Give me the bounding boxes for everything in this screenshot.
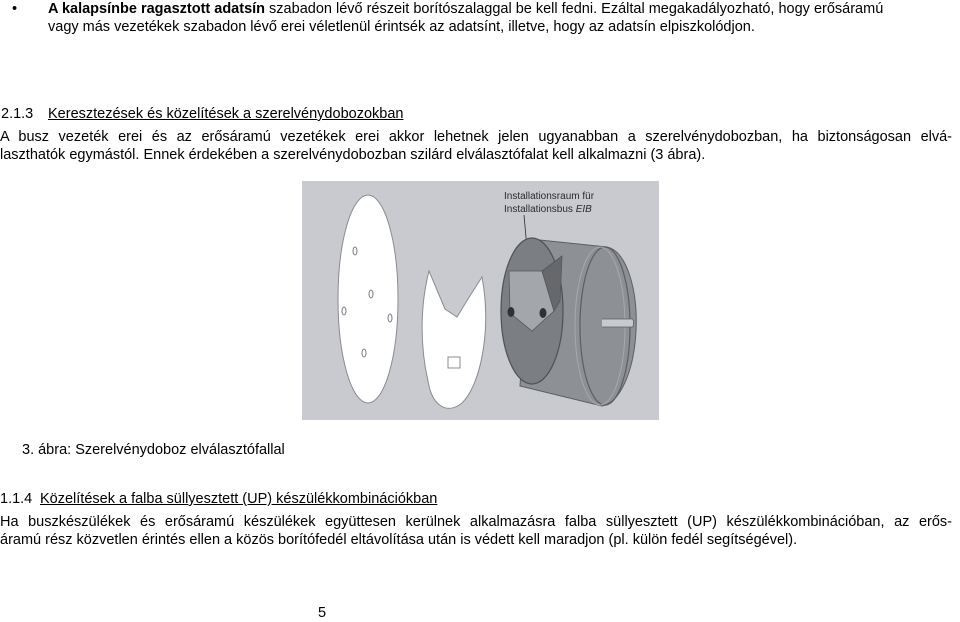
cover-disc [338, 195, 398, 403]
bullet-line-2: vagy más vezetékek szabadon lévő erei véletlenül érintsék az adatsínt, illetve, hogy az adatsín elpiszkolódjon. [48, 19, 755, 35]
page-number: 5 [318, 605, 327, 621]
box-screw-hole [508, 307, 515, 317]
bullet-line-1 [48, 0, 883, 18]
bullet-line-1-rest: szabadon lévő részeit borítószalaggal be kell fedni. Ezáltal megakadályozható, hogy erősáramú [265, 1, 884, 17]
section-114-line-1: Ha buszkészülékek és erősáramú készülékek együttesen kerülnek alkalmazásra falba süllyesztett (UP) készülékkombinációban, az erős- [0, 514, 952, 530]
figure-illustration [302, 181, 659, 420]
figure-label-line-2: Installationsbus EIB [504, 204, 592, 215]
section-213-line-2: laszthatók egymástól. Ennek érdekében a szerelvénydobozban szilárd elválasztófalat kell alkalmazni (3 ábra). [0, 147, 706, 163]
box-slot [602, 319, 634, 327]
section-114-number: 1.1.4 [0, 491, 33, 507]
section-114-title: Közelítések a falba süllyesztett (UP) készülékkombinációkban [40, 491, 438, 507]
separator-plate [422, 271, 486, 408]
section-114-heading [0, 490, 437, 508]
section-213-heading [1, 105, 403, 123]
bullet-icon: • [12, 1, 18, 17]
section-213-title: Keresztezések és közelítések a szerelvénydobozokban [48, 106, 404, 122]
section-114-line-2: áramú rész közvetlen érintés ellen a közös borítófedél eltávolítása után is védett kell maradjon (pl. külön fedél segítségével). [0, 532, 798, 548]
section-213-line-1: A busz vezeték erei és az erősáramú vezetékek erei akkor lehetnek jelen ugyanabban a szerelvénydobozban, ha biztonságosan elvá- [0, 129, 952, 145]
figure-junction-box [302, 181, 659, 420]
figure-label-line-1: Installationsraum für [504, 191, 595, 202]
figure-caption: 3. ábra: Szerelvénydoboz elválasztófallal [22, 442, 285, 458]
bold-term: A kalapsínbe ragasztott adatsín [48, 1, 266, 17]
section-213-number: 2.1.3 [1, 106, 34, 122]
box-screw-hole [540, 308, 547, 318]
